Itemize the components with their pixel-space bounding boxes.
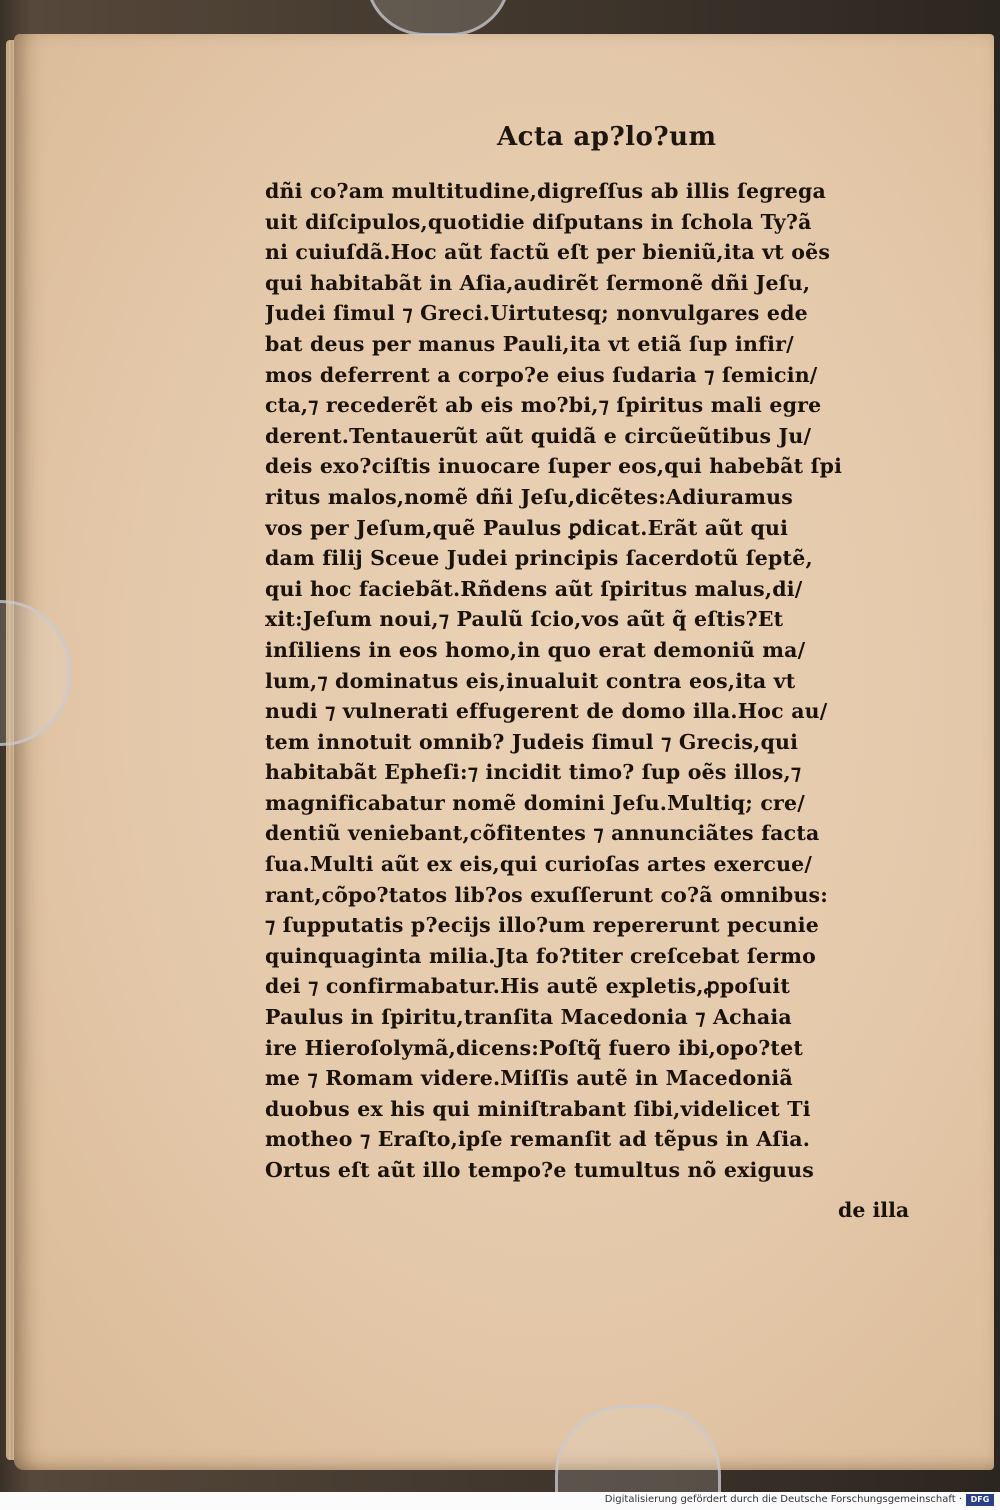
text-line: inſiliens in eos homo,in quo erat demoniũ ma/ [265, 637, 806, 662]
text-line: me ⁊ Romam videre.Miſſis autẽ in Macedoniã [265, 1066, 793, 1091]
catchword: de illa [838, 1198, 910, 1222]
dfg-logo: DFG [966, 1494, 994, 1506]
text-line: motheo ⁊ Eraſto,ipſe remanſit ad tẽpus in Aſia. [265, 1127, 811, 1152]
footer-bar [0, 1492, 1000, 1510]
text-line: Paulus in ſpiritu,tranſita Macedonia ⁊ Achaia [265, 1005, 792, 1030]
text-line: derent.Tentauerũt aũt quidã e circũeũtibus Ju/ [265, 423, 812, 448]
text-line: duobus ex his qui miniſtrabant ſibi,videlicet Ti [265, 1096, 811, 1121]
text-line: mos deferrent a corpo?e eius ſudaria ⁊ ſemicin/ [265, 362, 818, 387]
text-line: ni cuiuſdã.Hoc aũt factũ eſt per bieniũ,ita vt oẽs [265, 240, 831, 265]
text-line: qui hoc faciebãt.Rñdens aũt ſpiritus malus,di/ [265, 576, 803, 601]
text-line: xit:Jeſum noui,⁊ Paulũ ſcio,vos aũt q̃ eſtis?Et [265, 607, 784, 632]
text-line: habitabãt Epheſi:⁊ incidit timo? ſup oẽs illos,⁊ [265, 760, 802, 785]
text-line: rant,cõpo?tatos lib?os exuſſerunt co?ã omnibus: [265, 882, 829, 907]
text-line: dñi co?am multitudine,digreſſus ab illis ſegrega [265, 179, 827, 203]
text-line: qui habitabãt in Aſia,audirẽt ſermonẽ dñi Jeſu, [265, 270, 811, 295]
text-line: vos per Jeſum,quẽ Paulus ꝑdicat.Erãt aũt qui [265, 515, 789, 540]
text-line: ritus malos,nomẽ dñi Jeſu,dicẽtes:Adiuramus [265, 484, 793, 509]
text-line: Judei ſimul ⁊ Greci.Uirtutesq; nonvulgares ede [265, 301, 808, 326]
text-line: dei ⁊ confirmabatur.His autẽ expletis,ꝓpoſuit [265, 974, 791, 999]
text-block [265, 176, 920, 1186]
text-line: uit diſcipulos,quotidie diſputans in ſchola Ty?ã [265, 209, 812, 234]
text-line: ⁊ ſupputatis p?ecijs illo?um repererunt pecunie [265, 913, 820, 938]
text-line: quinquaginta milia.Jta fo?titer creſcebat ſermo [265, 943, 816, 968]
footer-credit: Digitalisierung gefördert durch die Deutsche Forschungsgemeinschaft · [604, 1494, 962, 1505]
running-header: Acta ap?lo?um [497, 122, 717, 152]
text-line: ire Hieroſolymã,dicens:Poſtq̃ fuero ibi,opo?tet [265, 1035, 803, 1060]
text-line: nudi ⁊ vulnerati effugerent de domo illa.Hoc au/ [265, 699, 828, 724]
text-line: lum,⁊ dominatus eis,inualuit contra eos,ita vt [265, 668, 796, 693]
page-clip-top [365, 0, 511, 36]
text-line: deis exo?ciſtis inuocare ſuper eos,qui habebãt ſpi [265, 454, 843, 479]
text-line: dam filij Sceue Judei principis ſacerdotũ ſeptẽ, [265, 546, 813, 571]
text-line: dentiũ veniebant,cõfitentes ⁊ annunciãtes facta [265, 821, 820, 846]
text-line: tem innotuit omnib? Judeis ſimul ⁊ Grecis,qui [265, 729, 799, 754]
text-line: magnificabatur nomẽ domini Jeſu.Multiq; cre/ [265, 790, 805, 815]
text-line: cta,⁊ recederẽt ab eis mo?bi,⁊ ſpiritus mali egre [265, 393, 822, 418]
text-line: bat deus per manus Pauli,ita vt etiã ſup infir/ [265, 331, 794, 356]
text-line: Ortus eſt aũt illo tempo?e tumultus nõ exiguus [265, 1158, 815, 1182]
text-line: ſua.Multi aũt ex eis,qui curioſas artes exercue/ [265, 852, 813, 877]
